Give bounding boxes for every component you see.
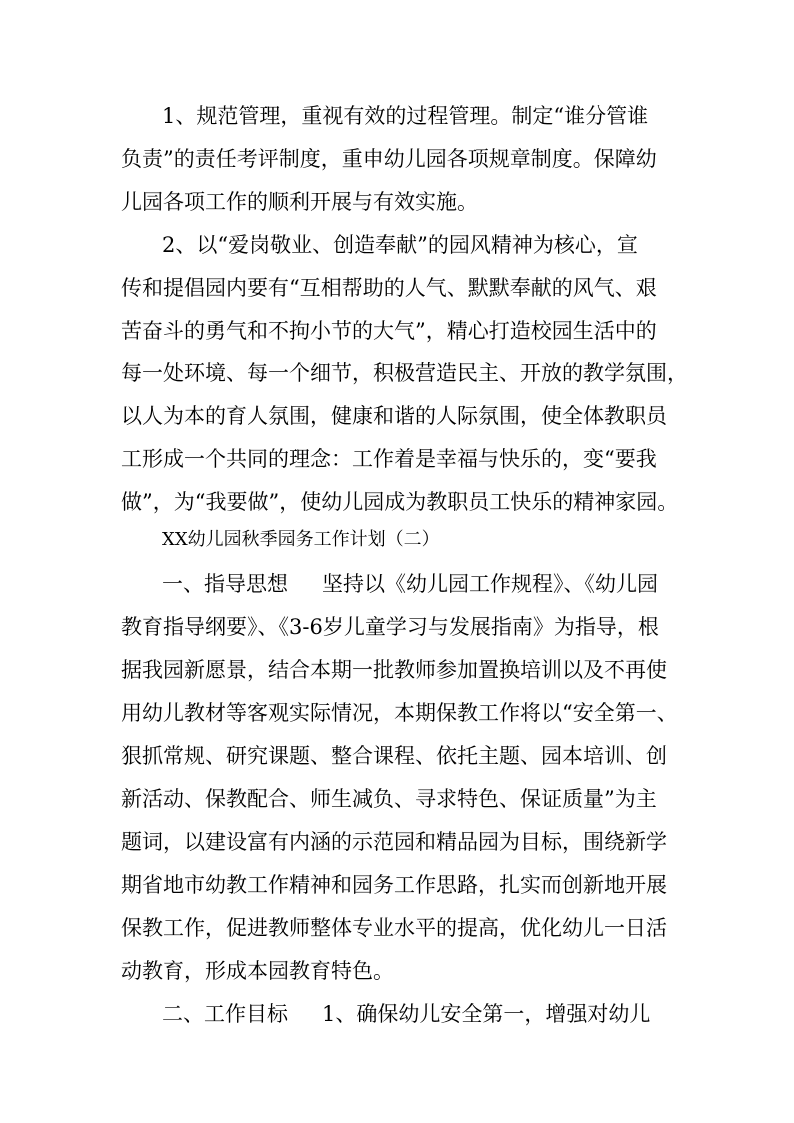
- text-line: 动教育，形成本园教育特色。: [121, 959, 394, 983]
- heading-line: [0, 994, 794, 1034]
- section-title: XX幼儿园秋季园务工作计划（二）: [162, 529, 440, 550]
- text-line: 以人为本的育人氛围，健康和谐的人际氛围，使全体教职员: [121, 404, 667, 428]
- text-line: 保教工作，促进教师整体专业水平的提高，优化幼儿一日活: [121, 916, 667, 940]
- section-heading: 二、工作目标: [162, 1002, 288, 1026]
- text-run: 1、确保幼儿安全第一，增强对幼儿: [322, 1002, 651, 1026]
- text-line: 新活动、保教配合、师生减负、寻求特色、保证质量”为主: [121, 787, 657, 811]
- text-line: 教育指导纲要》、《3-6岁儿童学习与发展指南》为指导，根: [121, 615, 659, 639]
- heading-line: [0, 564, 794, 604]
- text-line: 据我园新愿景，结合本期一批教师参加置换培训以及不再使: [121, 658, 667, 682]
- text-line: 儿园各项工作的顺利开展与有效实施。: [121, 190, 478, 214]
- text-line: 传和提倡园内要有“互相帮助的人气、默默奉献的风气、艰: [121, 276, 657, 300]
- text-line: 用幼儿教材等客观实际情况，本期保教工作将以“安全第一、: [121, 701, 678, 725]
- text-line: 题词，以建设富有内涵的示范园和精品园为目标，围绕新学: [121, 830, 667, 854]
- text-line: 1、规范管理，重视有效的过程管理。制定“谁分管谁: [162, 104, 649, 128]
- text-line: 负责”的责任考评制度，重申幼儿园各项规章制度。保障幼: [121, 147, 657, 171]
- text-line: 苦奋斗的勇气和不拘小节的大气”，精心打造校园生活中的: [121, 319, 657, 343]
- text-line: 工形成一个共同的理念：工作着是幸福与快乐的，变“要我: [121, 447, 657, 471]
- text-line: 做”，为“我要做”，使幼儿园成为教职员工快乐的精神家园。: [121, 490, 679, 514]
- text-line: 期省地市幼教工作精神和园务工作思路，扎实而创新地开展: [121, 873, 667, 897]
- text-line: 狠抓常规、研究课题、整合课程、依托主题、园本培训、创: [121, 744, 667, 768]
- text-line: 2、以“爱岗敬业、创造奉献”的园风精神为核心，宣: [162, 233, 638, 257]
- section-heading: 一、指导思想: [162, 572, 288, 596]
- text-run: 坚持以《幼儿园工作规程》、《幼儿园: [322, 572, 658, 596]
- text-line: 每一处环境、每一个细节，积极营造民主、开放的教学氛围，: [121, 361, 688, 385]
